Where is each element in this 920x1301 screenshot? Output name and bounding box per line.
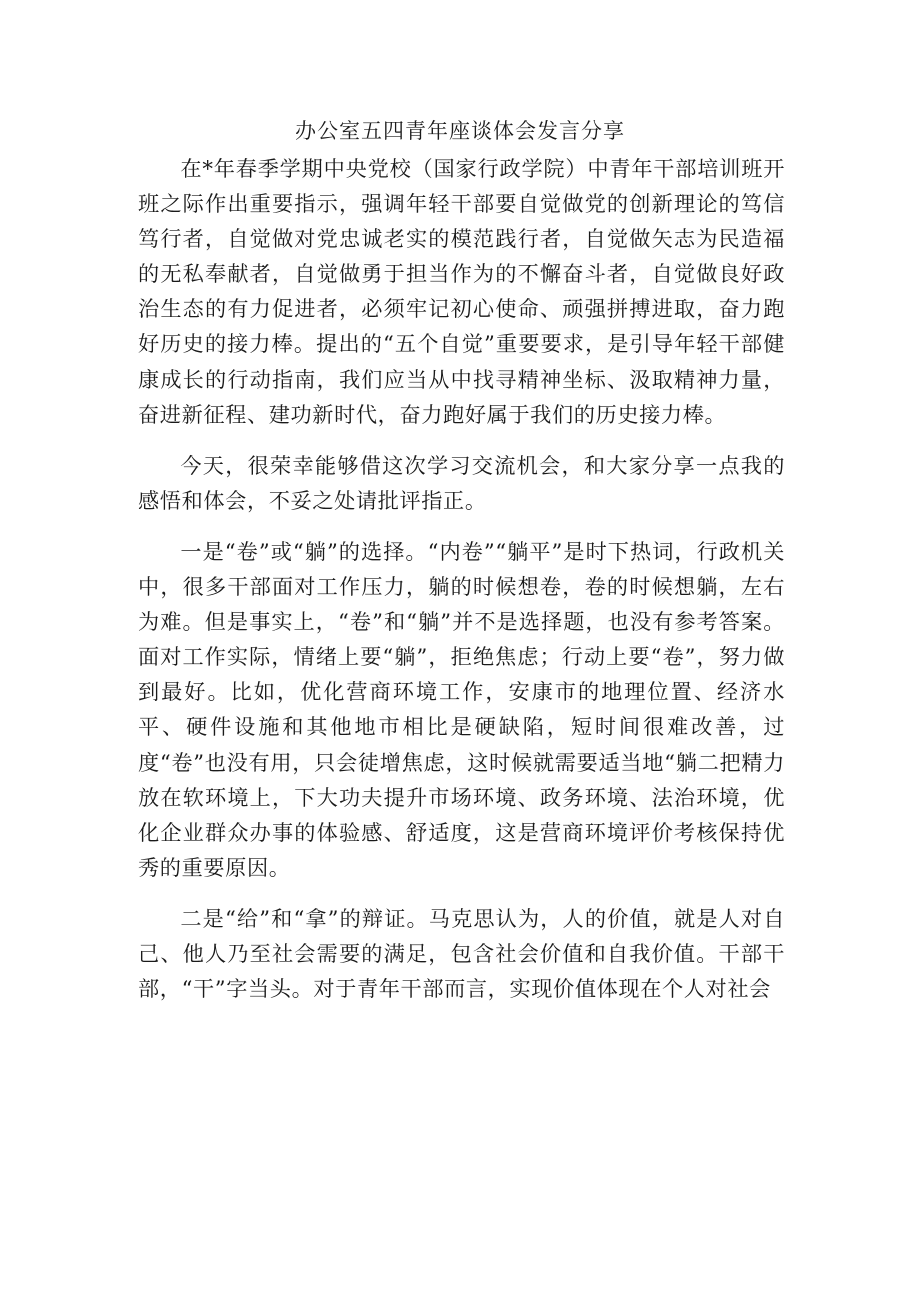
paragraph-point-one: 一是“卷”或“躺”的选择。“内卷”“躺平”是时下热词，行政机关中，很多干部面对工作压力，躺的时候想卷，卷的时候想躺，左右为难。但是事实上，“卷”和“躺”并不是选择题，也没有参考答案。面对工作实际，情绪上要“躺”，拒绝焦虑；行动上要“卷”，努力做到最好。比如，优化营商环境工作，安康市的地理位置、经济水平、硬件设施和其他地市相比是硬缺陷，短时间很难改善，过度“卷”也没有用，只会徒增焦虑，这时候就需要适当地“躺二把精力放在软环境上，下大功夫提升市场环境、政务环境、法治环境，优化企业群众办事的体验感、舒适度，这是营商环境评价考核保持优秀的重要原因。: [138, 538, 785, 880]
document-title: 办公室五四青年座谈体会发言分享: [295, 119, 625, 143]
paragraph-point-two: 二是“给”和“拿”的辩证。马克思认为，人的价值，就是人对自己、他人乃至社会需要的满足，包含社会价值和自我价值。干部干部，“干”字当头。对于青年干部而言，实现价值体现在个人对社会: [138, 905, 785, 1002]
document-body: [138, 151, 785, 1022]
paragraph-greeting: 今天，很荣幸能够借这次学习交流机会，和大家分享一点我的感悟和体会，不妥之处请批评指正。: [138, 452, 785, 513]
paragraph-intro: 在*年春季学期中央党校（国家行政学院）中青年干部培训班开班之际作出重要指示，强调年轻干部要自觉做党的创新理论的笃信笃行者，自觉做对党忠诚老实的模范践行者，自觉做矢志为民造福的无私奉献者，自觉做勇于担当作为的不懈奋斗者，自觉做良好政治生态的有力促进者，必须牢记初心使命、顽强拼搏进取，奋力跑好历史的接力棒。提出的“五个自觉”重要要求，是引导年轻干部健康成长的行动指南，我们应当从中找寻精神坐标、汲取精神力量，奋进新征程、建功新时代，奋力跑好属于我们的历史接力棒。: [138, 156, 785, 427]
